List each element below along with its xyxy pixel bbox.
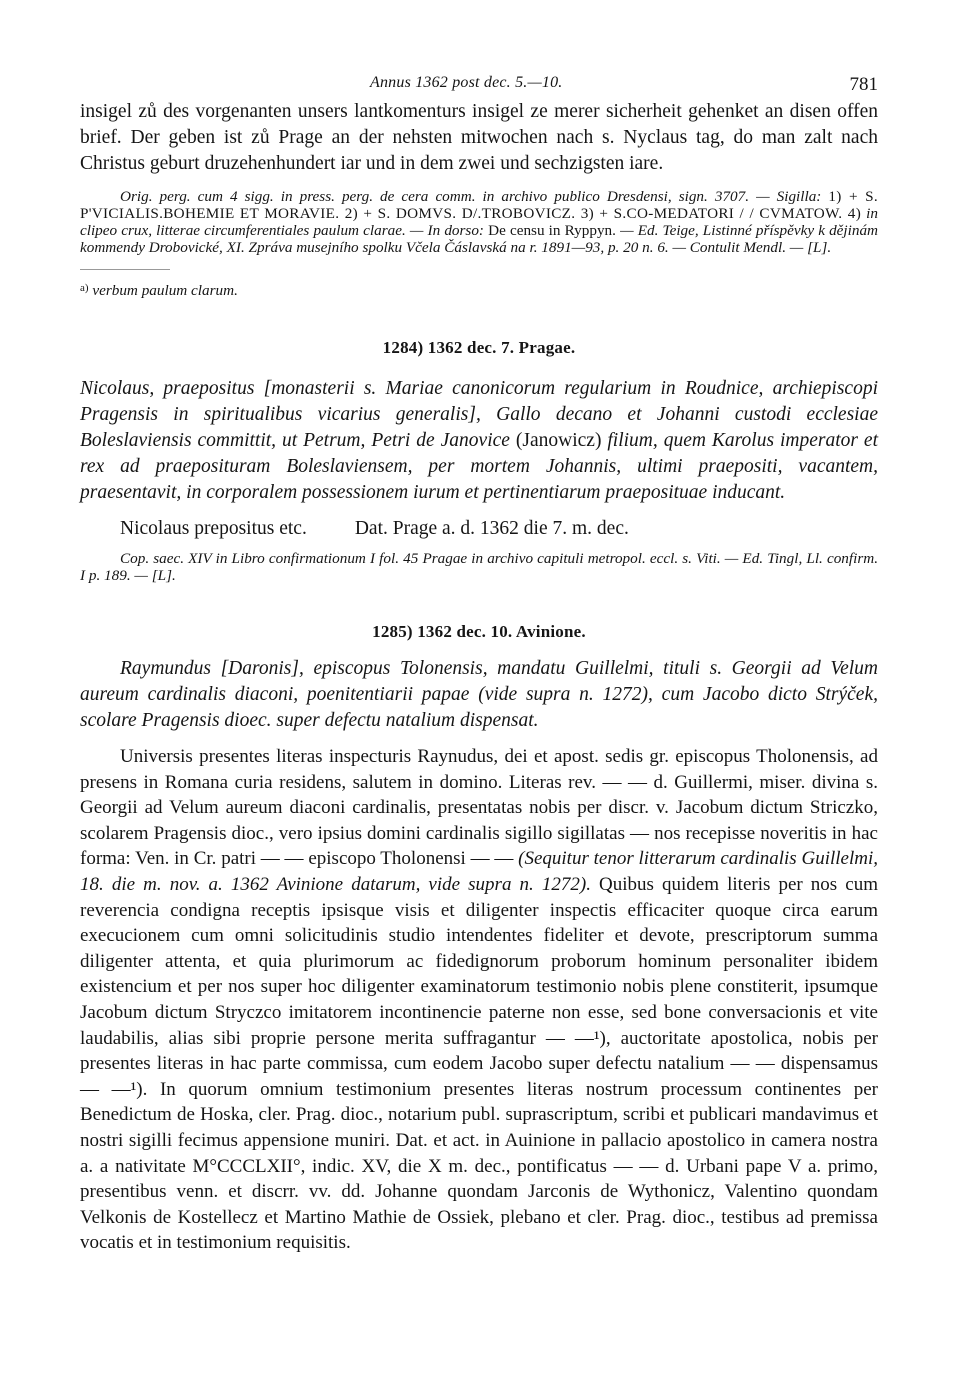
- sigilla-legends: 1) + S. P'VICIALIS.BOHEMIE ET MORAVIE. 2) + S. DOMVS. D/.TROBOVICZ. 3) + S.CO-MEDATORI / / CVMATOW. 4): [80, 188, 879, 222]
- incipit-line-1284: [80, 516, 878, 542]
- orig-note: Orig. perg. cum 4 sigg. in press. perg. de cera comm. in archivo publico Dresdensi, sign. 3707. —: [120, 188, 770, 205]
- source-note-1284: Cop. saec. XIV in Libro confirmationum I fol. 45 Pragae in archivo capituli metropol. eccl. s. Viti. — Ed. Tingl, Ll. confirm. I p. 189. — [L].: [80, 550, 878, 584]
- incipit-left: Nicolaus prepositus etc.: [120, 518, 307, 539]
- footnote-mark: a): [80, 282, 89, 294]
- charter-text-1285-part1: Universis presentes literas inspecturis Raynudus, dei et apost. sedis gr. episcopus Tholonensis, ad presens in Romana curia residens, salutem in domino. Literas rev. — — d. Guillermi, miser. divina s. Georgii ad Velum aureum diaconi cardinalis, presentatas nobis per discr. v. Jacobum dictum Striczko, scolarem Pragensis dioc., vero ipsius domini cardinalis sigillo sigillatas — nos recepisse noveritis in hac forma: Ven. in Cr. patri — — episcopo Tholonensi — —: [80, 746, 878, 870]
- document-heading-1285: 1285) 1362 dec. 10. Avinione.: [372, 622, 586, 641]
- edition-note: — Ed. Teige, Listinné příspěvky k dějinám kommendy Drobovické, XI. Zpráva musejního spolku Včela Čáslavská na r. 1891—93, p. 20 n. 6. — Contulit Mendl. — [L].: [80, 222, 879, 256]
- footnote-divider: [80, 269, 170, 270]
- charter-text-1285-part2: Quibus quidem literis per nos cum reverencia condigna receptis ipsisque visis et diligenter inspectis efficaciter quoque circa earum execucionem cum omni solicitudinis studio intendentes fideliter et devote, prescriptorum summa diligenter attenta, et quia plurimorum ac fidedignorum proborum hominum personaliter ibidem existencium et per nos super hoc diligenter examinatorum testimonio nobis plene constiterit, ipsumque Jacobum dictum Stryczco imitatorem incontinencie paterne non esse, sed bone conversacionis et vite laudabilis, alias sibi proprie persone merita suffragantur — —¹), auctoritate apostolica, nobis per presentes literas in hac parte commissa, cum eodem Jacobo super defectu natalium — — dispensamus — —¹). In quorum omnium testimonium presentes literas nostrum processum continentes per Benedictum de Hoska, cler. Prag. dioc., notarium publ. suprascriptum, scribi et publicari mandavimus et nostri sigilli fecimus appensione muniri. Dat. et act. in Auinione in pallacio apostolico in camera nostra a. a nativitate M°CCCLXII°, indic. XV, die X m. dec., pontificatus — — d. Urbani pape V a. primo, presentibus venn. et discrr. vv. dd. Johanne quondam Jarconis de Wythonicz, Valentino quondam Velkonis de Kostellecz et Martino Mathie de Ossiek, plebano et cler. Prag. dioc., testibus ad premissa vocatis et in testimonium requisitis.: [80, 873, 878, 1254]
- charter-closing-paragraph: insigel zů des vorgenanten unsers lantkomenturs insigel ze merer sicherheit gehenket an disen offen brief. Der geben ist zů Prage an der nehsten mitwochen nach s. Nyclaus tag, do man zalt nach Christus geburt druzehenhundert iar und in dem zwei und sechzigsten iare.: [80, 101, 878, 174]
- footnote-text: verbum paulum clarum.: [92, 282, 238, 299]
- regest-1285: Raymundus [Daronis], episcopus Tolonensis, mandatu Guillelmi, tituli s. Georgii ad Velum aureum cardinalis diaconi, poenitentiarii papae (vide supra n. 1272), cum Jacobo dicto Strýček, scolare Pragensis dioec. super defectu natalium dispensat.: [80, 658, 878, 731]
- footnote-a: [80, 280, 878, 299]
- regest-1284-text: Nicolaus, praepositus [monasterii s. Mariae canonicorum regularium in Roudnice, archiepiscopi Pragensis in spiritualibus vicarius generalis], Gallo decano et Johanni custodi ecclesiae Boleslaviensis committit, ut Petrum, Petri de Janovice: [80, 378, 878, 451]
- page-header: [80, 62, 878, 96]
- page-number: 781: [849, 74, 878, 95]
- incipit-date: Dat. Prage a. d. 1362 die 7. m. dec.: [354, 518, 629, 539]
- sigilla-label: Sigilla:: [776, 188, 822, 205]
- dorso-text: De censu in Ryppyn.: [488, 222, 616, 239]
- source-notes-1283: [80, 188, 878, 256]
- document-heading-1284: 1284) 1362 dec. 7. Pragae.: [382, 338, 576, 357]
- document-page: [80, 62, 878, 1256]
- regest-1284-end: filium, quem Karolus imperator et rex ad praeposituram Boleslaviensem, per mortem Johannis, ultimi praepositi, vacantem, praesentavit, in corporalem possessionem iurum et pertinentiarum praeposituae inducant.: [80, 430, 879, 503]
- charter-text-1285: [80, 744, 878, 1256]
- regest-1284: [80, 376, 878, 506]
- running-title: Annus 1362 post dec. 5.—10.: [370, 74, 563, 91]
- regest-1284-paren: (Janowicz): [515, 430, 602, 451]
- charter-text-1285-italic: (Sequitur tenor litterarum cardinalis Guillelmi, 18. die m. nov. a. 1362 Avinione datarum, vide supra n. 1272).: [80, 848, 878, 895]
- sigilla-description: in clipeo crux, litterae circumferentiales paulum clarae. — In dorso:: [80, 205, 878, 239]
